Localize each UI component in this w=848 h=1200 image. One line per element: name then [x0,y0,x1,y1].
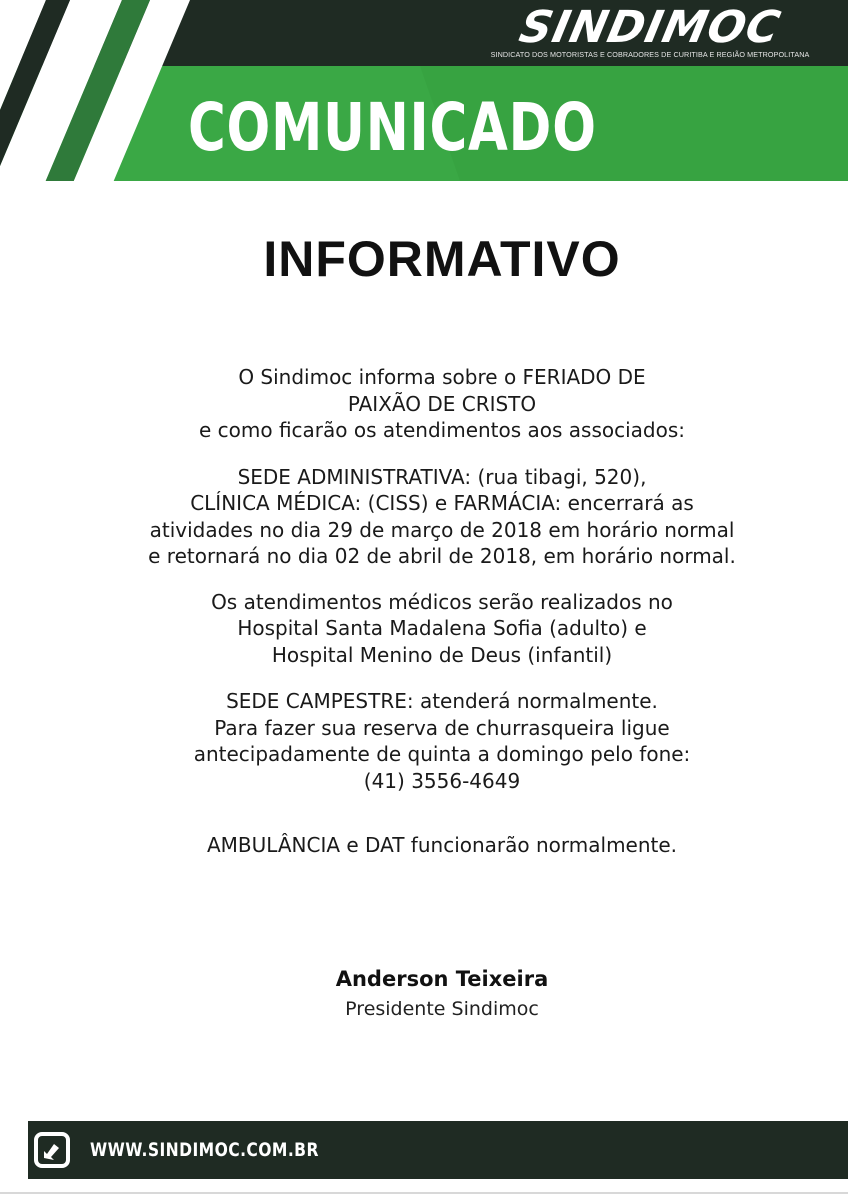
footer-bar [28,1121,848,1179]
notice-body [20,364,848,859]
text-line: AMBULÂNCIA e DAT funcionarão normalmente. [206,833,678,857]
text-line: Hospital Santa Madalena Sofia (adulto) e [237,616,647,640]
text-line: SEDE ADMINISTRATIVA: (rua tibagi, 520), [237,464,647,489]
text-line: CLÍNICA MÉDICA: (CISS) e FARMÁCIA: encerrará as [190,491,694,515]
text-line: Os atendimentos médicos serão realizados no [211,589,673,614]
text-line: Para fazer sua reserva de churrasqueira ligue [214,715,670,740]
signatory-role: Presidente Sindimoc [345,998,539,1020]
paragraph-sede-administrativa [20,464,848,570]
paragraph-sede-campestre [20,688,848,794]
text-line: atividades no dia 29 de março de 2018 em horário normal [149,517,735,542]
website-link[interactable]: WWW.SINDIMOC.COM.BR [90,1139,319,1161]
page-edge-line [0,1192,848,1194]
text-line: antecipadamente de quinta a domingo pelo fone: [193,742,691,766]
brand-logo [480,2,820,60]
phone-number: (41) 3556-4649 [363,768,521,793]
text-line: e retornará no dia 02 de abril de 2018, em horário normal. [148,544,736,568]
paragraph-ambulancia [20,832,848,859]
banner-title: COMUNICADO [188,89,597,166]
text-line: O Sindimoc informa sobre o FERIADO DE [238,365,646,389]
paragraph-intro [20,364,848,444]
brand-name: SINDIMOC [515,2,786,53]
signatory-name: Anderson Teixeira [335,967,549,991]
signature-block [20,964,848,1024]
text-line: Hospital Menino de Deus (infantil) [271,642,613,667]
text-line: PAIXÃO DE CRISTO [347,391,537,416]
brand-subtitle: SINDICATO DOS MOTORISTAS E COBRADORES DE CURITIBA E REGIÃO METROPOLITANA [490,50,810,59]
header-banner [0,0,848,185]
text-line: SEDE CAMPESTRE: atenderá normalmente. [226,689,658,713]
arrow-box-icon [34,1132,70,1168]
text-line: e como ficarão os atendimentos aos associados: [198,418,686,442]
paragraph-atendimentos-medicos [20,589,848,669]
page-title: INFORMATIVO [263,231,621,287]
